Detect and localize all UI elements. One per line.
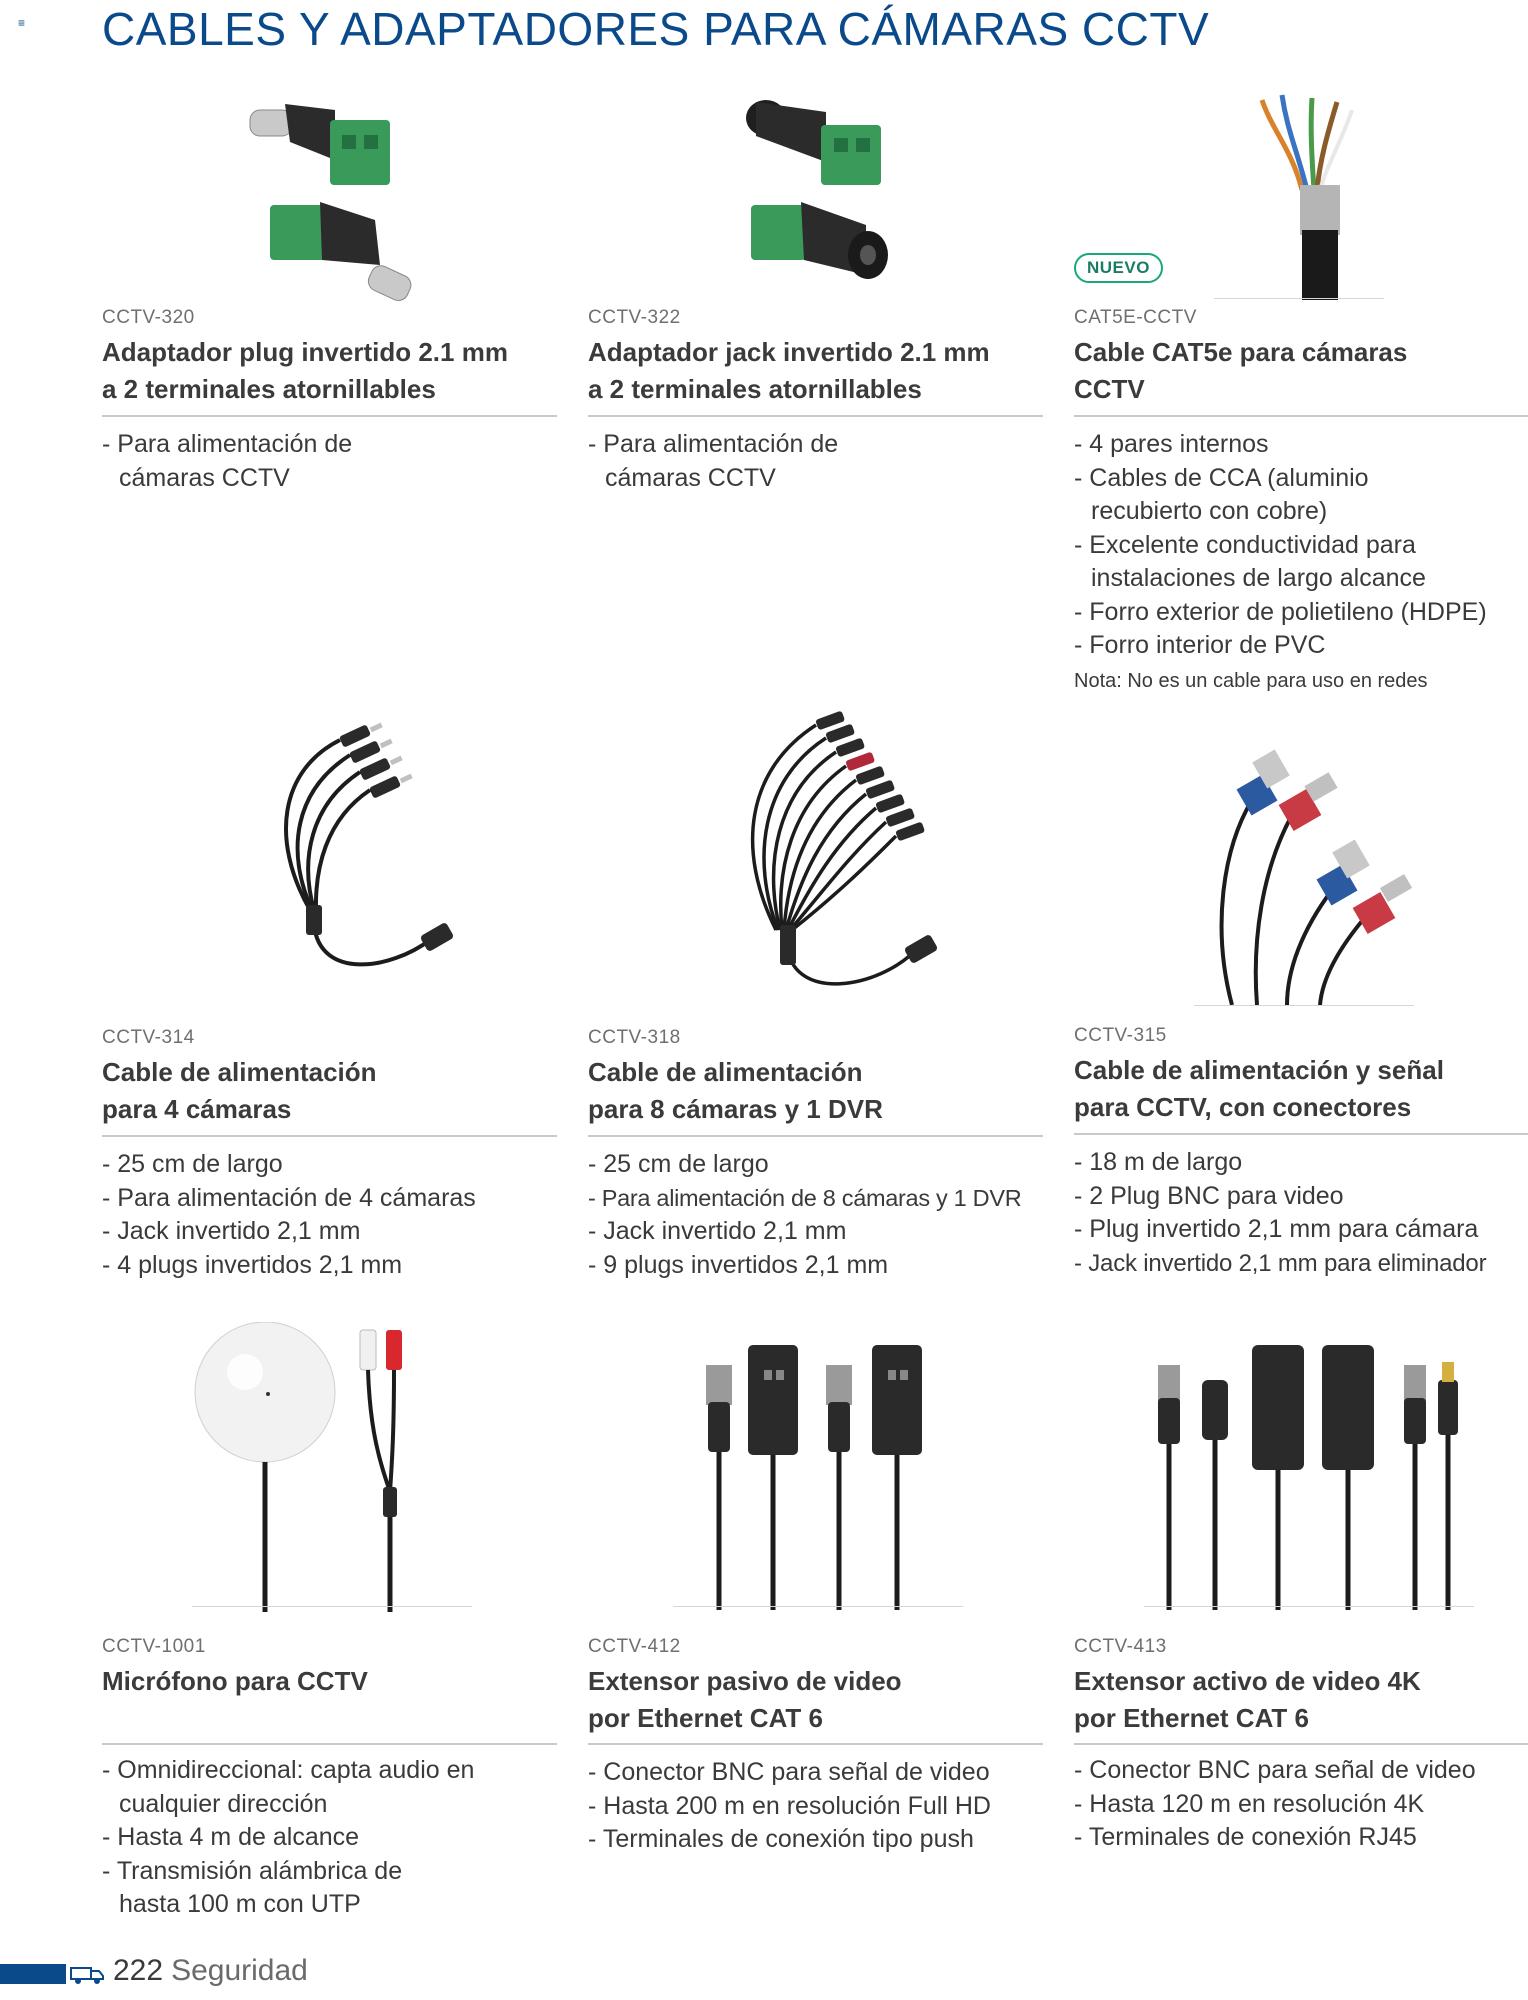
divider <box>102 1743 557 1745</box>
feature-item: - 4 plugs invertidos 2,1 mm <box>102 1250 403 1279</box>
divider <box>588 415 1043 417</box>
product-sku: CCTV-1001 <box>102 1636 206 1657</box>
product-name: Extensor activo de video 4K por Ethernet CAT 6 <box>1074 1666 1421 1733</box>
image-baseline <box>673 1606 963 1607</box>
feature-list <box>102 428 402 495</box>
power-splitter-8-icon <box>676 700 956 1010</box>
cat5e-cable-icon <box>1202 90 1402 300</box>
product-image <box>1074 740 1528 1005</box>
feature-item: - 25 cm de largo <box>588 1150 769 1178</box>
feature-item: - Para alimentación de cámaras CCTV <box>102 430 353 492</box>
section-name: Seguridad <box>171 1954 308 1987</box>
new-badge: NUEVO <box>1074 253 1163 283</box>
corner-mark: ≡ <box>18 16 26 30</box>
bnc-power-cable-icon <box>1162 740 1442 1005</box>
dc-plug-adapter-icon <box>230 90 430 315</box>
feature-list <box>102 1148 572 1282</box>
feature-item: - Conector BNC para señal de video <box>588 1758 990 1786</box>
feature-item: - 2 Plug BNC para video <box>1074 1181 1344 1210</box>
microphone-icon <box>180 1322 480 1612</box>
image-baseline <box>192 1606 472 1607</box>
feature-item: - Jack invertido 2,1 mm <box>102 1217 361 1245</box>
product-cctv-318 <box>588 700 1043 1280</box>
product-name: Cable de alimentación y señal para CCTV, con conectores <box>1074 1055 1444 1122</box>
feature-list <box>588 1756 1058 1857</box>
product-cctv-413 <box>1074 1310 1528 1930</box>
divider <box>1074 1133 1528 1135</box>
feature-item: - Transmisión alámbrica de hasta 100 m con UTP <box>102 1856 403 1918</box>
feature-item: - Conector BNC para señal de video <box>1074 1756 1476 1784</box>
feature-list <box>588 428 888 495</box>
product-cctv-322 <box>588 90 1043 510</box>
feature-item: - Forro exterior de polietileno (HDPE) <box>1074 597 1487 626</box>
product-image <box>588 1340 1043 1610</box>
product-name: Cable de alimentación para 8 cámaras y 1 DVR <box>588 1057 883 1124</box>
product-image <box>588 90 1043 315</box>
feature-item: - 4 pares internos <box>1074 430 1269 458</box>
product-cctv-315 <box>1074 700 1528 1280</box>
feature-item: - Para alimentación de 8 cámaras y 1 DVR <box>588 1184 1022 1211</box>
feature-item: - Hasta 120 m en resolución 4K <box>1074 1789 1425 1818</box>
product-name: Cable CAT5e para cámaras CCTV <box>1074 337 1408 404</box>
product-cat5e-cctv <box>1074 90 1528 710</box>
product-sku: CCTV-322 <box>588 307 681 328</box>
product-sku: CAT5E-CCTV <box>1074 307 1197 328</box>
divider <box>1074 1743 1528 1745</box>
dc-jack-adapter-icon <box>716 90 916 315</box>
page-footer <box>113 1954 308 1988</box>
page-number: 222 <box>113 1954 164 1987</box>
feature-item: - 9 plugs invertidos 2,1 mm <box>588 1250 889 1279</box>
divider <box>102 415 557 417</box>
product-sku: CCTV-314 <box>102 1027 195 1048</box>
product-name: Cable de alimentación para 4 cámaras <box>102 1057 377 1124</box>
feature-item: - Hasta 4 m de alcance <box>102 1823 360 1851</box>
product-cctv-320 <box>102 90 557 510</box>
feature-item: - Plug invertido 2,1 mm para cámara <box>1074 1215 1479 1243</box>
product-image <box>102 1322 557 1612</box>
passive-balun-icon <box>686 1340 946 1610</box>
feature-item: - Cables de CCA (aluminio recubierto con cobre) <box>1074 463 1369 525</box>
product-sku: CCTV-318 <box>588 1027 681 1048</box>
feature-item: - Hasta 200 m en resolución Full HD <box>588 1791 991 1820</box>
product-sku: CCTV-413 <box>1074 1636 1167 1657</box>
footer-bar <box>0 1964 66 1984</box>
active-balun-icon <box>1142 1340 1462 1610</box>
image-baseline <box>1144 1606 1474 1607</box>
feature-item: - Jack invertido 2,1 mm <box>588 1217 847 1245</box>
product-cctv-1001 <box>102 1310 557 1930</box>
product-name: Extensor pasivo de video por Ethernet CAT 6 <box>588 1666 902 1733</box>
product-image <box>102 90 557 315</box>
divider <box>1074 415 1528 417</box>
product-name: Adaptador plug invertido 2.1 mm a 2 terminales atornillables <box>102 337 508 404</box>
product-name: Micrófono para CCTV <box>102 1666 368 1696</box>
feature-item: - Terminales de conexión RJ45 <box>1074 1823 1417 1851</box>
product-sku: CCTV-412 <box>588 1636 681 1657</box>
feature-item: - Omnidireccional: capta audio en cualquier dirección <box>102 1756 475 1818</box>
page-title: CABLES Y ADAPTADORES PARA CÁMARAS CCTV <box>102 3 1210 55</box>
feature-item: - 18 m de largo <box>1074 1148 1243 1176</box>
product-note: Nota: No es un cable para uso en redes <box>1074 670 1428 692</box>
camera-truck-icon <box>70 1963 104 1985</box>
image-baseline <box>1214 298 1384 299</box>
product-cctv-412 <box>588 1310 1043 1930</box>
feature-list <box>1074 1146 1528 1280</box>
feature-list <box>588 1148 1068 1282</box>
feature-item: - 25 cm de largo <box>102 1150 283 1178</box>
feature-list <box>102 1754 522 1922</box>
product-image <box>588 700 1043 1010</box>
power-splitter-4-icon <box>190 710 470 1010</box>
feature-list <box>1074 428 1514 663</box>
feature-item: - Excelente conductividad para instalaciones de largo alcance <box>1074 530 1426 592</box>
divider <box>588 1743 1043 1745</box>
divider <box>588 1135 1043 1137</box>
feature-list <box>1074 1754 1524 1855</box>
product-cctv-314 <box>102 700 557 1280</box>
product-sku: CCTV-315 <box>1074 1025 1167 1046</box>
product-image <box>102 710 557 1010</box>
product-sku: CCTV-320 <box>102 307 195 328</box>
feature-item: - Para alimentación de cámaras CCTV <box>588 430 839 492</box>
divider <box>102 1135 557 1137</box>
image-baseline <box>1194 1005 1414 1006</box>
feature-item: - Para alimentación de 4 cámaras <box>102 1183 476 1212</box>
feature-item: - Jack invertido 2,1 mm para eliminador <box>1074 1249 1487 1277</box>
product-name: Adaptador jack invertido 2.1 mm a 2 terminales atornillables <box>588 337 990 404</box>
feature-item: - Terminales de conexión tipo push <box>588 1825 974 1853</box>
product-image <box>1074 1340 1528 1610</box>
feature-item: - Forro interior de PVC <box>1074 631 1326 659</box>
